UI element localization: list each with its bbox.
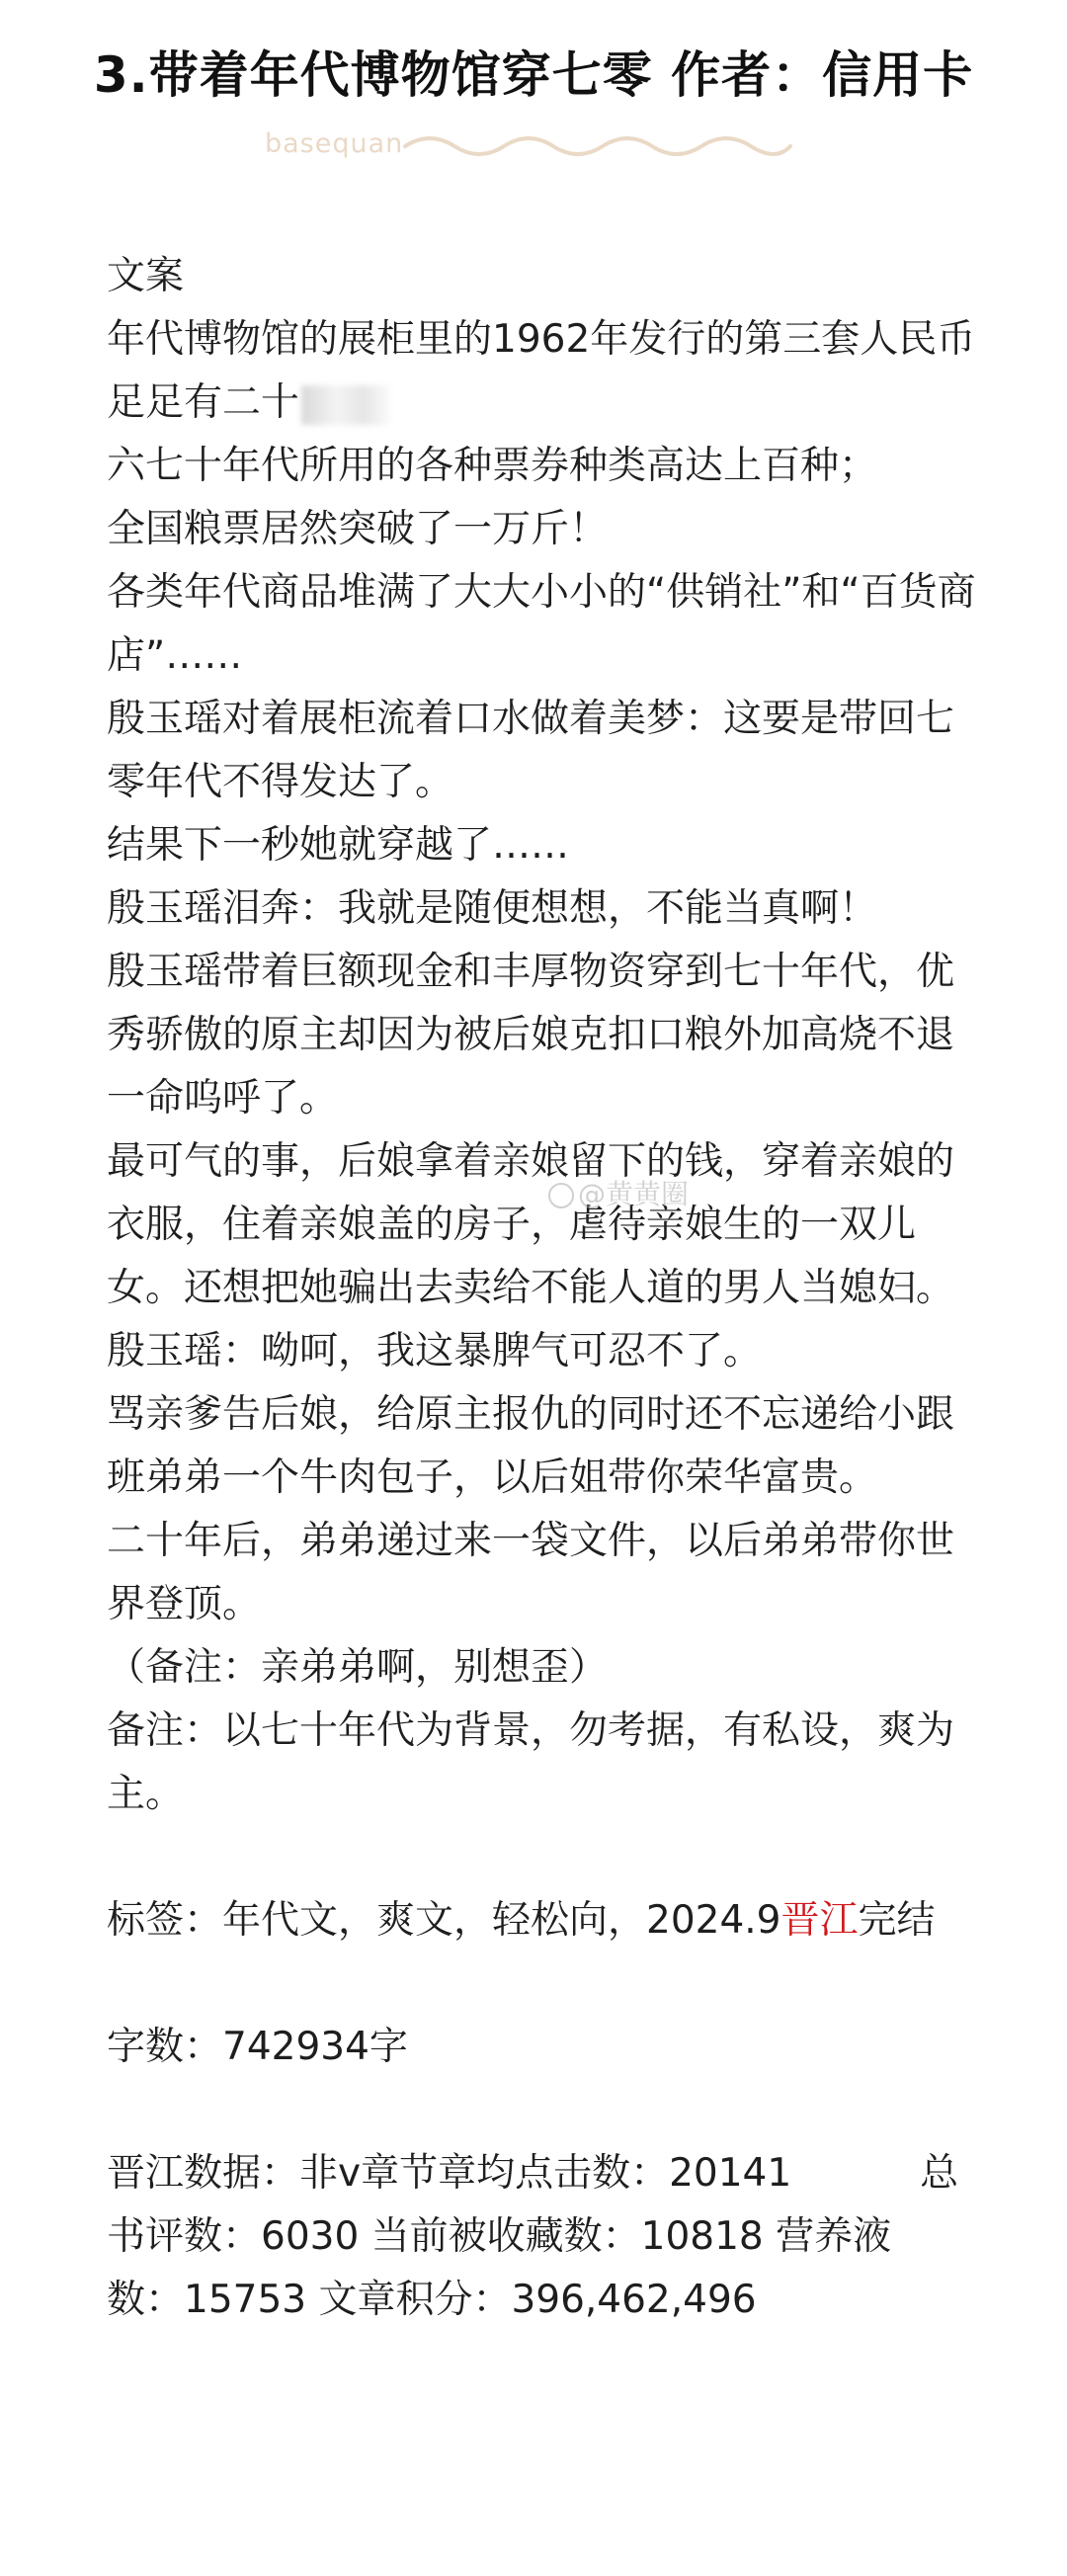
paragraph: （备注：亲弟弟啊，别想歪） (107, 1645, 609, 1690)
paragraph: 各类年代商品堆满了大大小小的“供销社”和“百货商店”…… (107, 570, 976, 678)
blurred-redaction (301, 385, 390, 425)
paragraph: 骂亲爹告后娘，给原主报仇的同时还不忘递给小跟班弟弟一个牛肉包子，以后姐带你荣华富贵。 (107, 1392, 955, 1500)
paragraph: 殷玉瑶：呦呵，我这暴脾气可忍不了。 (107, 1329, 763, 1373)
paragraph: 全国粮票居然突破了一万斤！ (107, 507, 609, 551)
paragraph: 最可气的事，后娘拿着亲娘留下的钱，穿着亲娘的衣服，住着亲娘盖的房子，虐待亲娘生的一双儿女。还想把她骗出去卖给不能人道的男人当媳妇。 (107, 1139, 955, 1310)
watermark-icon (548, 1183, 574, 1208)
paragraph: 殷玉瑶对着展柜流着口水做着美梦：这要是带回七零年代不得发达了。 (107, 697, 955, 804)
platform-highlight: 晋江 (780, 1898, 859, 1943)
paragraph: 结果下一秒她就穿越了…… (107, 823, 570, 868)
paragraph-heading: 文案 (107, 254, 185, 298)
stats-line: 书评数：6030 当前被收藏数：10818 营养液 (107, 2214, 892, 2259)
paragraph: 二十年后，弟弟递过来一袋文件，以后弟弟带你世界登顶。 (107, 1519, 955, 1626)
word-count: 字数：742934字 (107, 2025, 408, 2069)
paragraph: 殷玉瑶泪奔：我就是随便想想，不能当真啊！ (107, 886, 878, 931)
logo-text: basequan (265, 128, 404, 159)
paragraph: 年代博物馆的展柜里的1962年发行的第三套人民币足足有二十 (107, 317, 976, 425)
paragraph: 备注：以七十年代为背景，勿考据，有私设，爽为主。 (107, 1708, 955, 1816)
paragraph: 殷玉瑶带着巨额现金和丰厚物资穿到七十年代，优秀骄傲的原主却因为被后娘克扣口粮外加高烧不退一命呜呼了。 (107, 950, 955, 1121)
tags-line: 标签：年代文，爽文，轻松向，2024.9晋江完结 (107, 1898, 936, 1943)
synopsis-body (107, 245, 976, 2332)
watermark: @黄黄圈 (548, 1173, 689, 1212)
page-title: 3.带着年代博物馆穿七零 作者：信用卡 (93, 46, 974, 104)
stats-line: 数：15753 文章积分：396,462,496 (107, 2278, 757, 2322)
stats-line: 晋江数据：非v章节章均点击数：20141 总 (107, 2151, 959, 2196)
paragraph: 六七十年代所用的各种票券种类高达上百种； (107, 444, 878, 488)
